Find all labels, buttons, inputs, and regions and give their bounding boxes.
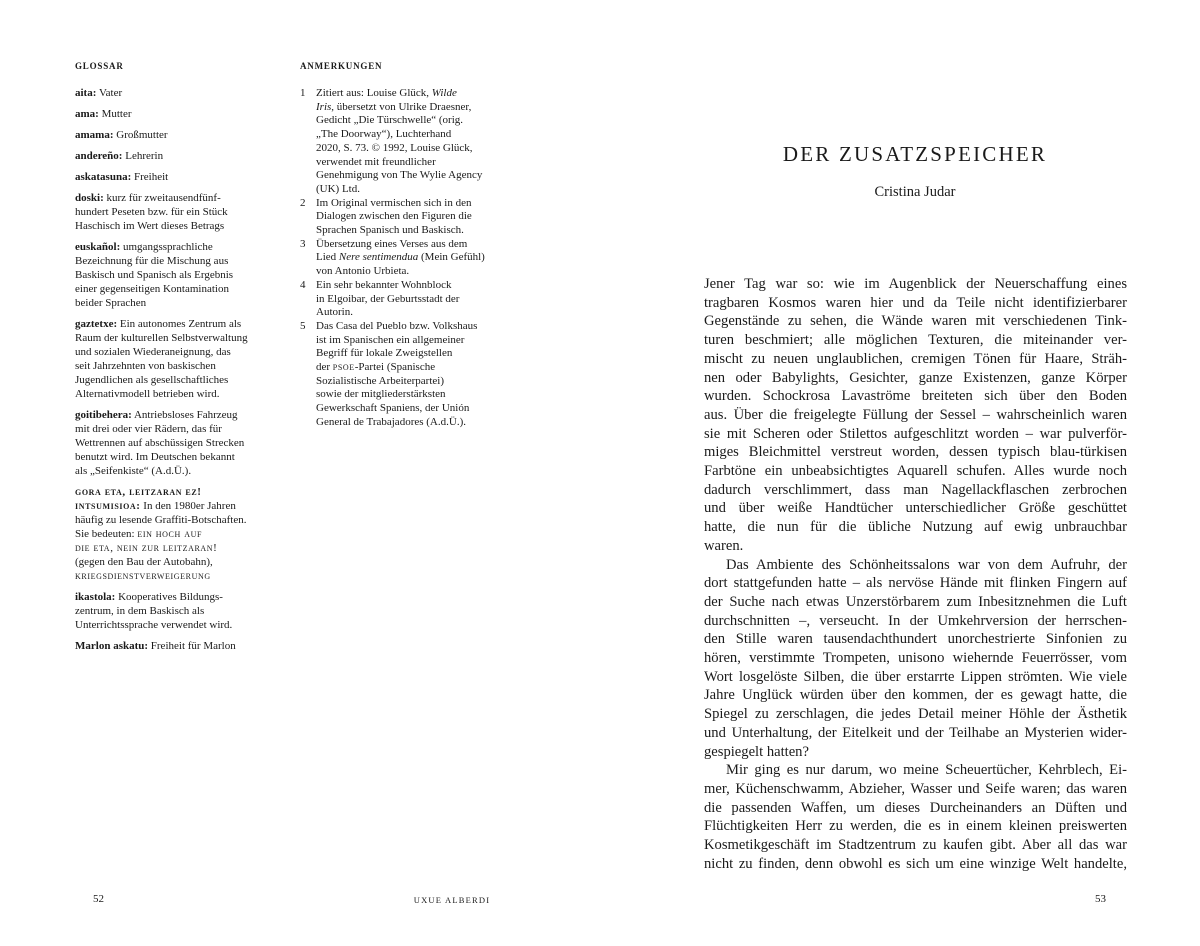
note-item xyxy=(300,238,510,279)
text-line xyxy=(75,205,280,219)
text-line xyxy=(316,375,510,389)
text-segment: andereño: xyxy=(75,150,123,162)
text-line xyxy=(75,590,280,604)
text-line: aus. Über die freigelegte Füllung der Sessel – wahrscheinlich waren xyxy=(704,406,1127,423)
glossary-entry xyxy=(75,128,280,142)
text-segment: Freiheit für Marlon xyxy=(148,640,236,652)
text-line xyxy=(75,296,280,310)
text-segment: (UK) Ltd. xyxy=(316,182,360,195)
text-segment: Vater xyxy=(96,87,123,99)
text-segment: aita: xyxy=(75,87,97,99)
text-line: mischt zu neuen unglaublichen, cremigen Tönen für Haare, Sträh- xyxy=(704,350,1127,367)
text-line xyxy=(75,464,280,478)
text-segment: Ein autonomes Zentrum als xyxy=(117,318,242,330)
text-segment: der xyxy=(316,361,333,374)
text-line xyxy=(75,373,280,387)
text-line xyxy=(316,156,510,170)
text-line xyxy=(316,183,510,197)
text-segment: ein hoch auf xyxy=(137,528,203,540)
text-line: Spiegel zu zerschlagen, die jedes Detail meiner Höhle der Ästhetik xyxy=(704,706,1127,723)
body-text xyxy=(704,275,1127,874)
text-line xyxy=(316,224,510,238)
glossary-entry xyxy=(75,240,280,310)
paragraph xyxy=(704,275,1127,556)
notes-list xyxy=(300,87,510,430)
text-segment: Gewerkschaft Spaniens, der Unión xyxy=(316,402,470,415)
text-line xyxy=(75,331,280,345)
text-line xyxy=(316,210,510,224)
text-segment: benutzt wird. Im Deutschen bekannt xyxy=(75,451,235,463)
glossary-entry xyxy=(75,149,280,163)
text-line: wurden. Schockrosa Lavaströme breiteten sich über den Boden xyxy=(704,388,1127,405)
paragraph xyxy=(704,761,1127,873)
text-line: Jahre Unglück würden über den kommen, der es gewagt hatte, die xyxy=(704,687,1127,704)
text-segment: , übersetzt von Ulrike Draesner, xyxy=(331,100,472,113)
text-segment: goitibehera: xyxy=(75,409,132,421)
text-segment: und sozialen Wiederaneignung, das xyxy=(75,346,231,358)
text-line: miges Bleichmittel verstreut worden, dessen typisch blau-türkisen xyxy=(704,444,1127,461)
text-segment: Gedicht „Die Türschwelle“ (orig. xyxy=(316,114,464,127)
text-segment: Mutter xyxy=(98,108,132,120)
text-line xyxy=(75,86,280,100)
paragraph xyxy=(704,556,1127,762)
text-line xyxy=(316,402,510,416)
text-line xyxy=(75,436,280,450)
text-segment: Jugendlichen als gesellschaftliches xyxy=(75,374,229,386)
text-segment: Sie bedeuten: xyxy=(75,528,138,540)
text-segment: Ein sehr bekannter Wohnblock xyxy=(316,278,452,291)
text-line: den Stille waren tausendachthundert unorchestrierte Sinfonien zu xyxy=(704,631,1127,648)
text-line xyxy=(75,408,280,422)
note-item xyxy=(300,197,510,238)
note-number: 1 xyxy=(300,87,306,99)
text-line xyxy=(316,388,510,402)
text-segment: Marlon askatu: xyxy=(75,640,149,652)
text-line xyxy=(316,142,510,156)
note-item xyxy=(300,279,510,320)
text-line xyxy=(316,265,510,279)
text-segment: Nere sentimendua xyxy=(338,251,419,264)
text-segment: Kooperatives Bildungs- xyxy=(115,591,223,603)
text-segment: Großmutter xyxy=(113,129,168,141)
text-segment: Autorin. xyxy=(316,306,353,319)
text-line xyxy=(316,361,510,375)
text-segment: kriegsdienstverweigerung xyxy=(75,570,211,582)
text-segment: Bezeichnung für die Mischung aus xyxy=(75,255,229,267)
text-segment: Unterrichtssprache verwendet wird. xyxy=(75,619,233,631)
text-segment: einer gegenseitigen Kontamination xyxy=(75,283,229,295)
text-segment: Das Casa del Pueblo bzw. Volkshaus xyxy=(316,319,478,332)
text-line xyxy=(75,541,280,555)
note-item xyxy=(300,87,510,197)
text-line xyxy=(75,527,280,541)
text-line xyxy=(75,149,280,163)
text-segment: Haschisch im Wert dieses Betrags xyxy=(75,220,225,232)
text-segment: 2020, S. 73. © 1992, Louise Glück, xyxy=(316,141,473,154)
text-line: und über weiße Handtücher unterschiedlicher Größe geschüttet xyxy=(704,500,1127,517)
text-line: die passenden Waffen, um dieses Durcheinanders an Düften und xyxy=(704,799,1127,816)
text-line xyxy=(75,191,280,205)
text-line xyxy=(316,251,510,265)
text-line: hatte, die nun für die übliche Nutzung auf ewig unbrauchbar xyxy=(704,519,1127,536)
text-segment: umgangssprachliche xyxy=(120,241,213,253)
text-segment: Zitiert aus: Louise Glück, xyxy=(316,87,432,99)
text-segment: Raum der kulturellen Selbstverwaltung xyxy=(75,332,248,344)
note-number: 4 xyxy=(300,278,306,291)
text-segment: Antriebsloses Fahrzeug xyxy=(131,409,238,421)
text-segment: amama: xyxy=(75,129,114,141)
note-item xyxy=(300,320,510,430)
text-segment: verwendet mit freundlicher xyxy=(316,155,436,168)
text-segment: (Mein Gefühl) xyxy=(418,251,485,264)
glossary-entry xyxy=(75,590,280,632)
glossary-entry xyxy=(75,317,280,401)
page-number-left: 52 xyxy=(93,893,104,905)
text-segment: ama: xyxy=(75,108,99,120)
text-line: gespiegelt hatten? xyxy=(704,743,809,760)
glossary-entry xyxy=(75,170,280,184)
text-line xyxy=(75,513,280,527)
text-segment: gaztetxe: xyxy=(75,318,118,330)
text-line xyxy=(75,387,280,401)
text-line: Wort losgelöste Silben, die über erstarrte Lippen strömten. Wie viele xyxy=(704,668,1127,685)
text-line: Das Ambiente des Schönheitssalons war von dem Aufruhr, der xyxy=(726,556,1127,573)
text-line xyxy=(316,197,510,211)
text-segment: Lied xyxy=(316,251,339,264)
text-line: nicht zu finden, denn obwohl es sich um eine winzige Welt handelte, xyxy=(704,855,1127,872)
text-line: Flüchtigkeiten Herr zu werden, die es in einem kleinen preiswerten xyxy=(704,818,1127,835)
text-line xyxy=(75,170,280,184)
text-line xyxy=(75,450,280,464)
text-segment: euskañol: xyxy=(75,241,121,253)
text-segment: „The Doorway“), Luchterhand xyxy=(316,128,452,141)
text-line xyxy=(75,499,280,513)
text-line xyxy=(75,219,280,233)
note-number: 2 xyxy=(300,196,306,209)
text-segment: beider Sprachen xyxy=(75,297,147,309)
text-segment: in Elgoibar, der Geburtsstadt der xyxy=(316,292,460,305)
text-segment: (gegen den Bau der Autobahn), xyxy=(75,556,213,568)
text-line xyxy=(75,254,280,268)
running-head: UXUE ALBERDI xyxy=(413,895,491,905)
text-segment: die eta, nein zur leitzaran! xyxy=(75,542,218,554)
text-line xyxy=(316,128,510,142)
text-segment: zentrum, in dem Baskisch als xyxy=(75,605,205,617)
text-segment: Freiheit xyxy=(131,171,169,183)
text-line: nen oder Babylights, Gesichter, ganze Existenzen, ganze Körper xyxy=(704,369,1127,386)
text-line xyxy=(316,306,510,320)
glossary xyxy=(75,86,280,660)
text-segment: kurz für zweitausendfünf- xyxy=(103,192,221,204)
glossary-entry xyxy=(75,191,280,233)
text-line xyxy=(316,279,510,293)
text-line: und Unterhaltung, der Eitelkeit und der Teilhabe an Mysterien wider- xyxy=(704,724,1127,741)
text-segment: ikastola: xyxy=(75,591,116,603)
text-segment: In den 1980er Jahren xyxy=(140,500,236,512)
text-segment: Baskisch und Spanisch als Ergebnis xyxy=(75,269,234,281)
text-segment: hundert Peseten bzw. für ein Stück xyxy=(75,206,228,218)
text-segment: als „Seifenkiste“ (A.d.Ü.). xyxy=(75,465,192,477)
text-line: dadurch verschlimmert, dass man Nagellackflaschen zerbrochen xyxy=(704,481,1127,498)
text-segment: Begriff für lokale Zweigstellen xyxy=(316,347,453,360)
text-line: dort stattgefunden hatte – als nervöse Hände mit flinken Fingern auf xyxy=(704,575,1127,592)
text-line xyxy=(75,422,280,436)
text-segment: Alternativmodell betrieben wird. xyxy=(75,388,220,400)
text-segment: Wilde xyxy=(431,87,457,99)
text-line xyxy=(316,416,510,430)
text-line xyxy=(316,293,510,307)
text-segment: Genehmigung von The Wylie Agency xyxy=(316,169,483,182)
text-line xyxy=(75,569,280,583)
chapter-author: Cristina Judar xyxy=(874,184,956,200)
text-line xyxy=(75,604,280,618)
page-number-right: 53 xyxy=(1095,893,1106,905)
note-number: 5 xyxy=(300,319,306,332)
text-line xyxy=(75,282,280,296)
text-line xyxy=(75,485,280,499)
text-line: waren. xyxy=(704,537,744,554)
glossary-entry xyxy=(75,408,280,478)
text-line xyxy=(75,345,280,359)
text-segment: Iris xyxy=(316,100,332,113)
text-segment: doski: xyxy=(75,192,104,204)
text-segment: Wettrennen auf abschüssigen Strecken xyxy=(75,437,245,449)
text-segment: Im Original vermischen sich in den xyxy=(316,196,472,209)
text-segment: Dialogen zwischen den Figuren die xyxy=(316,210,472,223)
notes-heading: ANMERKUNGEN xyxy=(300,61,383,71)
text-line xyxy=(75,317,280,331)
text-segment: mit drei oder vier Rädern, das für xyxy=(75,423,222,435)
text-line: der Suche nach etwas Unzerstörbarem zum Inbesitznehmen die Luft xyxy=(704,593,1127,610)
text-segment: General de Trabajadores (A.d.Ü.). xyxy=(316,415,466,428)
glossary-entry xyxy=(75,86,280,100)
text-line xyxy=(316,169,510,183)
text-line xyxy=(75,639,280,653)
text-line xyxy=(75,268,280,282)
text-segment: psoe xyxy=(332,361,355,374)
text-line xyxy=(316,334,510,348)
text-line: turen beschmiert; alle möglichen Texturen, die miteinander ver- xyxy=(704,332,1127,349)
note-number: 3 xyxy=(300,237,306,250)
right-page xyxy=(600,0,1200,946)
text-line xyxy=(75,240,280,254)
text-segment: Lehrerin xyxy=(122,150,164,162)
chapter-title: DER ZUSATZSPEICHER xyxy=(782,142,1048,166)
text-line: mer, Küchenschwamm, Abzieher, Wasser und Seife waren; das waren xyxy=(704,780,1127,797)
text-line xyxy=(316,101,510,115)
text-line xyxy=(316,87,510,101)
text-line xyxy=(316,114,510,128)
text-line xyxy=(75,128,280,142)
text-line xyxy=(316,238,510,252)
text-line: sie mit Scheren oder Stilettos aufgeschlitzt worden – war pulverför- xyxy=(704,425,1127,442)
text-line xyxy=(316,320,510,334)
text-line: Farbtöne ein unbeabsichtigtes Aquarell schufen. Alles wurde noch xyxy=(704,463,1127,480)
text-line: Gegenstände zu sehen, die Wände waren mit verschiedenen Tink- xyxy=(704,313,1127,330)
text-line: hören, verstimmte Trompeten, unisono wiehernde Feuerrösser, vom xyxy=(704,650,1127,667)
text-line xyxy=(75,359,280,373)
glossary-heading: GLOSSAR xyxy=(75,61,124,71)
text-segment: -Partei (Spanische xyxy=(354,361,436,374)
text-segment: Übersetzung eines Verses aus dem xyxy=(316,237,468,250)
text-line: Kosmetikgeschäft im Stadtzentrum zu kaufen gibt. Aber all das war xyxy=(704,837,1127,854)
text-segment: von Antonio Urbieta. xyxy=(316,265,410,278)
text-line: durchschnitten –, verseucht. In der Umkehrversion der herrschen- xyxy=(704,612,1127,629)
text-line xyxy=(75,618,280,632)
text-line xyxy=(316,347,510,361)
text-segment: intsumisioa: xyxy=(75,500,141,512)
glossary-entry xyxy=(75,107,280,121)
text-line: Jener Tag war so: wie im Augenblick der Neuerschaffung eines xyxy=(704,276,1127,292)
text-segment: askatasuna: xyxy=(75,171,132,183)
text-line xyxy=(75,555,280,569)
text-segment: Sozialistische Arbeiterpartei) xyxy=(316,374,444,387)
glossary-entry xyxy=(75,639,280,653)
text-segment: gora eta, leitzaran ez! xyxy=(75,486,202,498)
text-segment: häufig zu lesende Graffiti-Botschaften. xyxy=(75,514,247,526)
text-segment: seit Jahrzehnten von baskischen xyxy=(75,360,216,372)
text-line xyxy=(75,107,280,121)
text-line: tragbaren Kosmos waren hier und da Teile nicht identifizierbarer xyxy=(704,294,1127,311)
text-segment: ist im Spanischen ein allgemeiner xyxy=(316,333,465,346)
text-segment: sowie der mitgliederstärksten xyxy=(316,388,446,401)
text-line: Mir ging es nur darum, wo meine Scheuertücher, Kehrblech, Ei- xyxy=(726,762,1127,779)
glossary-entry xyxy=(75,485,280,583)
text-segment: Sprachen Spanisch und Baskisch. xyxy=(316,224,464,237)
